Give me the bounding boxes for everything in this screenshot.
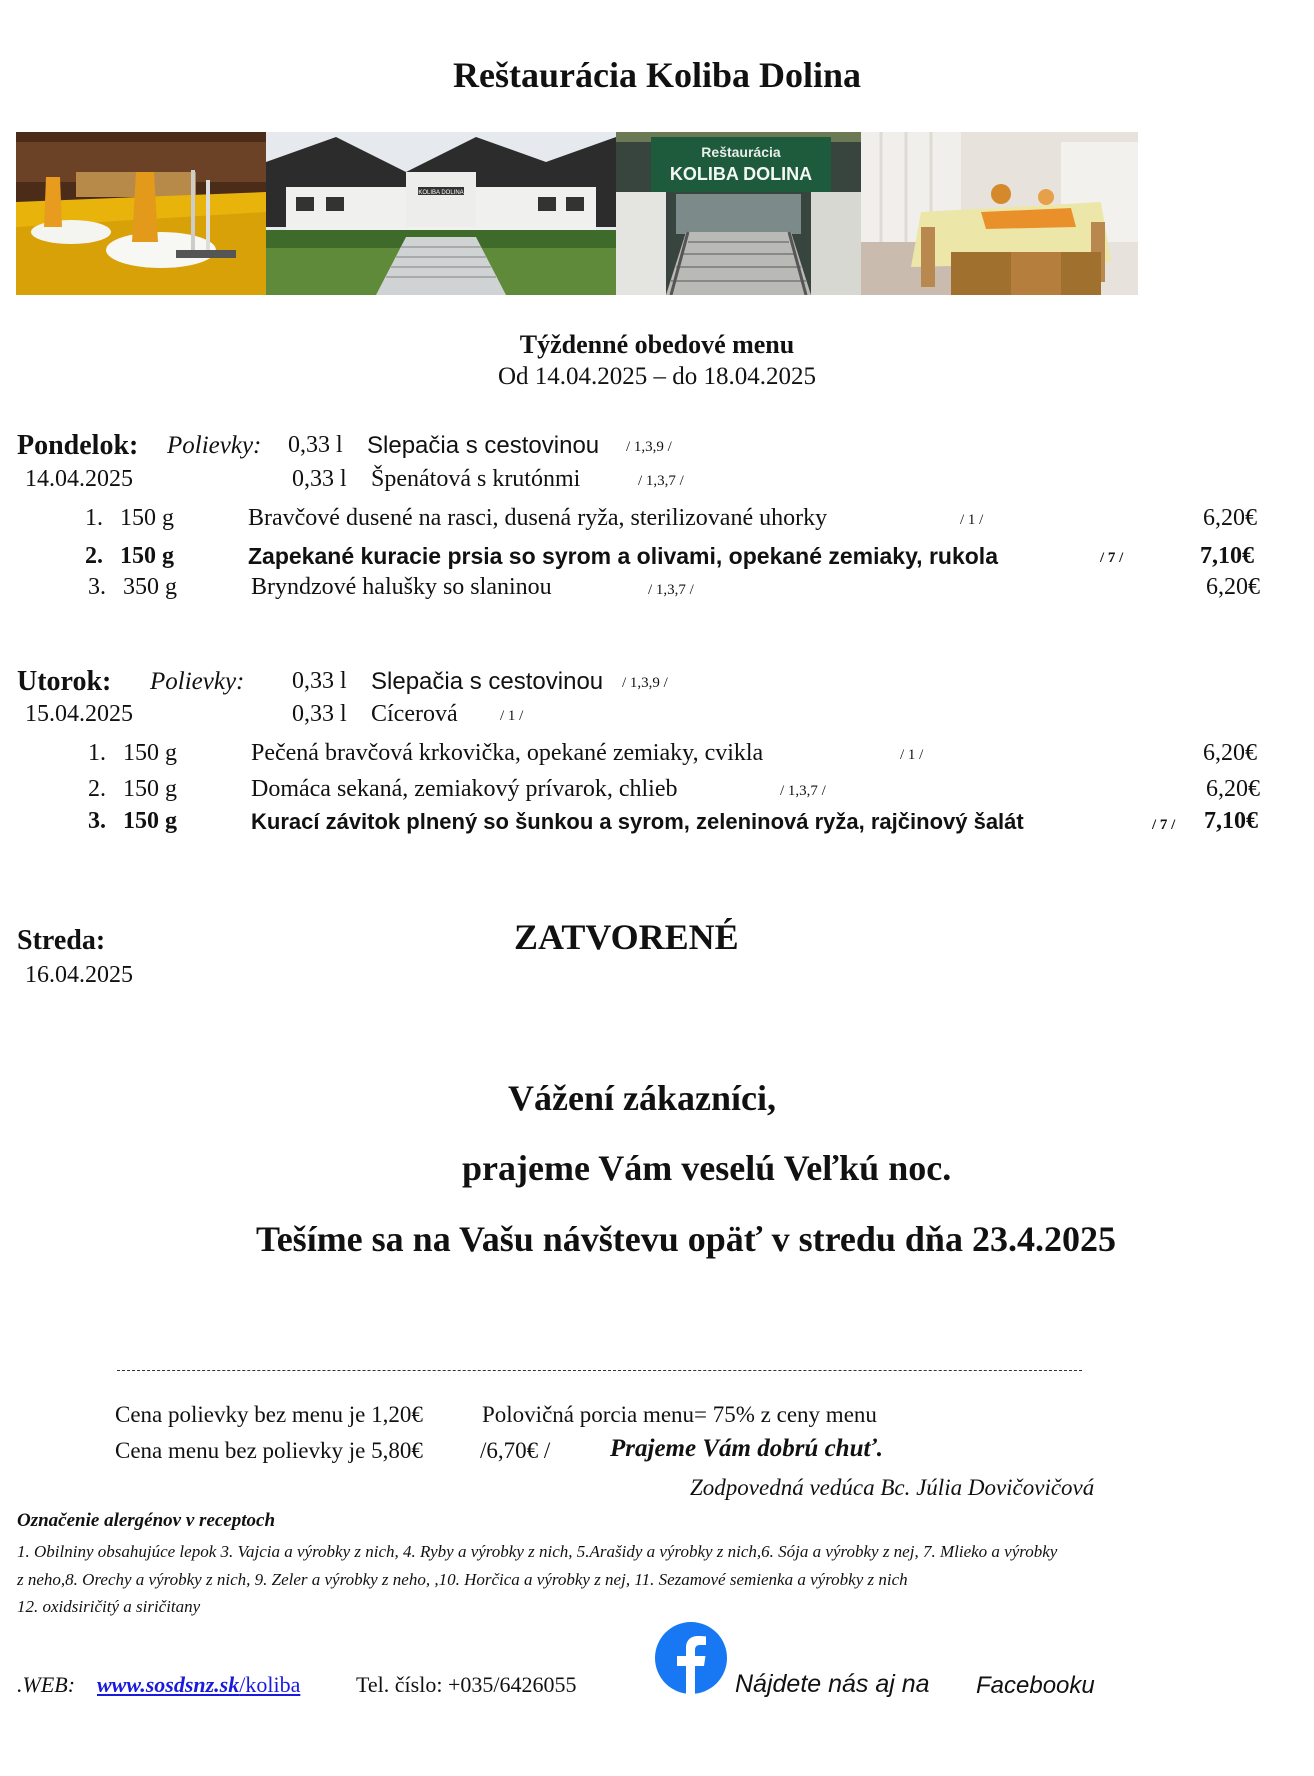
menu-date-range: Od 14.04.2025 – do 18.04.2025	[497, 363, 817, 390]
menu-price-note: Cena menu bez polievky je 5,80€	[115, 1438, 423, 1463]
tuesday-meal-3-allergens: / 7 /	[1152, 817, 1176, 833]
monday-meal-1-price: 6,20€	[1203, 505, 1257, 531]
tuesday-soup-2-amount: 0,33 l	[292, 701, 347, 727]
monday-soup-2-allergens: / 1,3,7 /	[638, 473, 684, 489]
half-portion-note: Polovičná porcia menu= 75% z ceny menu	[482, 1402, 877, 1427]
tuesday-meal-1-price: 6,20€	[1203, 740, 1257, 766]
monday-date: 14.04.2025	[25, 466, 133, 492]
monday-soups-label: Polievky:	[167, 432, 262, 459]
building-sign-text: KOLIBA DOLINA	[418, 190, 464, 196]
footer-divider	[117, 1370, 1082, 1371]
monday-meal-1-allergens: / 1 /	[960, 512, 984, 528]
tuesday-soups-label: Polievky:	[150, 668, 245, 695]
bon-appetit: Prajeme Vám dobrú chuť.	[610, 1435, 884, 1462]
monday-soup-2-name: Špenátová s krutónmi	[371, 466, 581, 492]
web-link-domain[interactable]: www.sosdsnz.sk	[97, 1672, 240, 1697]
manager-name: Zodpovedná vedúca Bc. Júlia Dovičovičová	[690, 1475, 1095, 1500]
tuesday-day-label: Utorok:	[17, 666, 112, 697]
tuesday-meal-1-num: 1.	[88, 740, 106, 766]
monday-meal-1-num: 1.	[85, 505, 103, 531]
monday-meal-2-price: 7,10€	[1200, 543, 1254, 569]
tuesday-soup-2-allergens: / 1 /	[500, 708, 524, 724]
monday-meal-3-name: Bryndzové halušky so slaninou	[251, 574, 552, 600]
tuesday-meal-2-weight: 150 g	[123, 776, 177, 802]
facebook-text: Nájdete nás aj na	[735, 1670, 930, 1698]
web-link[interactable]	[97, 1672, 300, 1698]
menu-subtitle: Týždenné obedové menu	[519, 330, 795, 359]
facebook-name[interactable]: Facebooku	[976, 1672, 1095, 1699]
greeting-line2: prajeme Vám veselú Veľkú noc.	[462, 1148, 952, 1188]
monday-meal-3-allergens: / 1,3,7 /	[648, 582, 694, 598]
monday-meal-2-weight: 150 g	[120, 543, 174, 569]
monday-meal-1-name: Bravčové dusené na rasci, dusená ryža, sterilizované uhorky	[248, 505, 828, 531]
tuesday-meal-2-allergens: / 1,3,7 /	[780, 783, 826, 799]
tuesday-soup-2-name: Cícerová	[371, 701, 458, 727]
greeting-line1: Vážení zákazníci,	[508, 1078, 776, 1118]
phone-number: Tel. číslo: +035/6426055	[356, 1672, 577, 1697]
monday-meal-3-price: 6,20€	[1206, 574, 1260, 600]
monday-day-label: Pondelok:	[17, 430, 139, 461]
monday-meal-3-num: 3.	[88, 574, 106, 600]
monday-meal-2-allergens: / 7 /	[1100, 550, 1124, 566]
monday-meal-2-name: Zapekané kuracie prsia so syrom a olivami, opekané zemiaky, rukola	[248, 543, 998, 569]
tuesday-meal-3-weight: 150 g	[123, 808, 177, 834]
tuesday-meal-1-weight: 150 g	[123, 740, 177, 766]
sign-line2: KOLIBA DOLINA	[669, 164, 813, 184]
photo-strip	[16, 132, 1138, 295]
tuesday-meal-1-name: Pečená bravčová krkovička, opekané zemiaky, cvikla	[251, 740, 764, 766]
wednesday-date: 16.04.2025	[25, 962, 133, 988]
photo-dining-room	[861, 132, 1138, 295]
tuesday-meal-2-name: Domáca sekaná, zemiakový prívarok, chlieb	[251, 776, 678, 802]
monday-meal-3-weight: 350 g	[123, 574, 177, 600]
tuesday-date: 15.04.2025	[25, 701, 133, 727]
page-title: Reštaurácia Koliba Dolina	[452, 55, 861, 95]
sign-line1: Reštaurácia	[701, 144, 781, 160]
wednesday-day-label: Streda:	[17, 925, 106, 956]
allergens-title: Označenie alergénov v receptoch	[17, 1510, 276, 1531]
tuesday-meal-2-price: 6,20€	[1206, 776, 1260, 802]
web-link-path[interactable]: /koliba	[239, 1672, 301, 1697]
facebook-icon[interactable]	[655, 1622, 727, 1694]
allergens-line3: 12. oxidsiričitý a siričitany	[17, 1597, 201, 1616]
monday-soup-1-name: Slepačia s cestovinou	[367, 432, 600, 459]
photo-building	[266, 132, 616, 295]
greeting-line3: Tešíme sa na Vašu návštevu opäť v stredu dňa 23.4.2025	[256, 1219, 1116, 1259]
tuesday-soup-1-name: Slepačia s cestovinou	[371, 668, 604, 695]
monday-soup-2-amount: 0,33 l	[292, 466, 347, 492]
tuesday-soup-1-amount: 0,33 l	[292, 668, 347, 694]
closed-status: ZATVORENÉ	[514, 917, 739, 957]
monday-soup-1-allergens: / 1,3,9 /	[626, 439, 672, 455]
photo-dining-table	[16, 132, 266, 295]
allergens-line2: z neho,8. Orechy a výrobky z nich, 9. Zeler a výrobky z neho, ,10. Horčica a výrobky z nej, 11. Sezamové semienka a výrobky z nich	[17, 1570, 908, 1589]
allergens-line1: 1. Obilniny obsahujúce lepok 3. Vajcia a výrobky z nich, 4. Ryby a výrobky z nich, 5.Arašidy a výrobky z nich,6. Sója a výrobky z nej, 7. Mlieko a výrobky	[17, 1542, 1058, 1561]
tuesday-soup-1-allergens: / 1,3,9 /	[622, 675, 668, 691]
monday-meal-1-weight: 150 g	[120, 505, 174, 531]
web-label: .WEB:	[17, 1672, 76, 1697]
menu-price-alt: /6,70€ /	[480, 1438, 551, 1463]
tuesday-meal-3-num: 3.	[88, 808, 106, 834]
tuesday-meal-3-name: Kurací závitok plnený so šunkou a syrom, zeleninová ryža, rajčinový šalát	[251, 809, 1024, 834]
soup-price-note: Cena polievky bez menu je 1,20€	[115, 1402, 423, 1427]
monday-meal-2-num: 2.	[85, 543, 103, 569]
photo-entrance-sign	[616, 132, 861, 295]
tuesday-meal-1-allergens: / 1 /	[900, 747, 924, 763]
tuesday-meal-3-price: 7,10€	[1204, 808, 1258, 834]
monday-soup-1-amount: 0,33 l	[288, 432, 343, 458]
tuesday-meal-2-num: 2.	[88, 776, 106, 802]
